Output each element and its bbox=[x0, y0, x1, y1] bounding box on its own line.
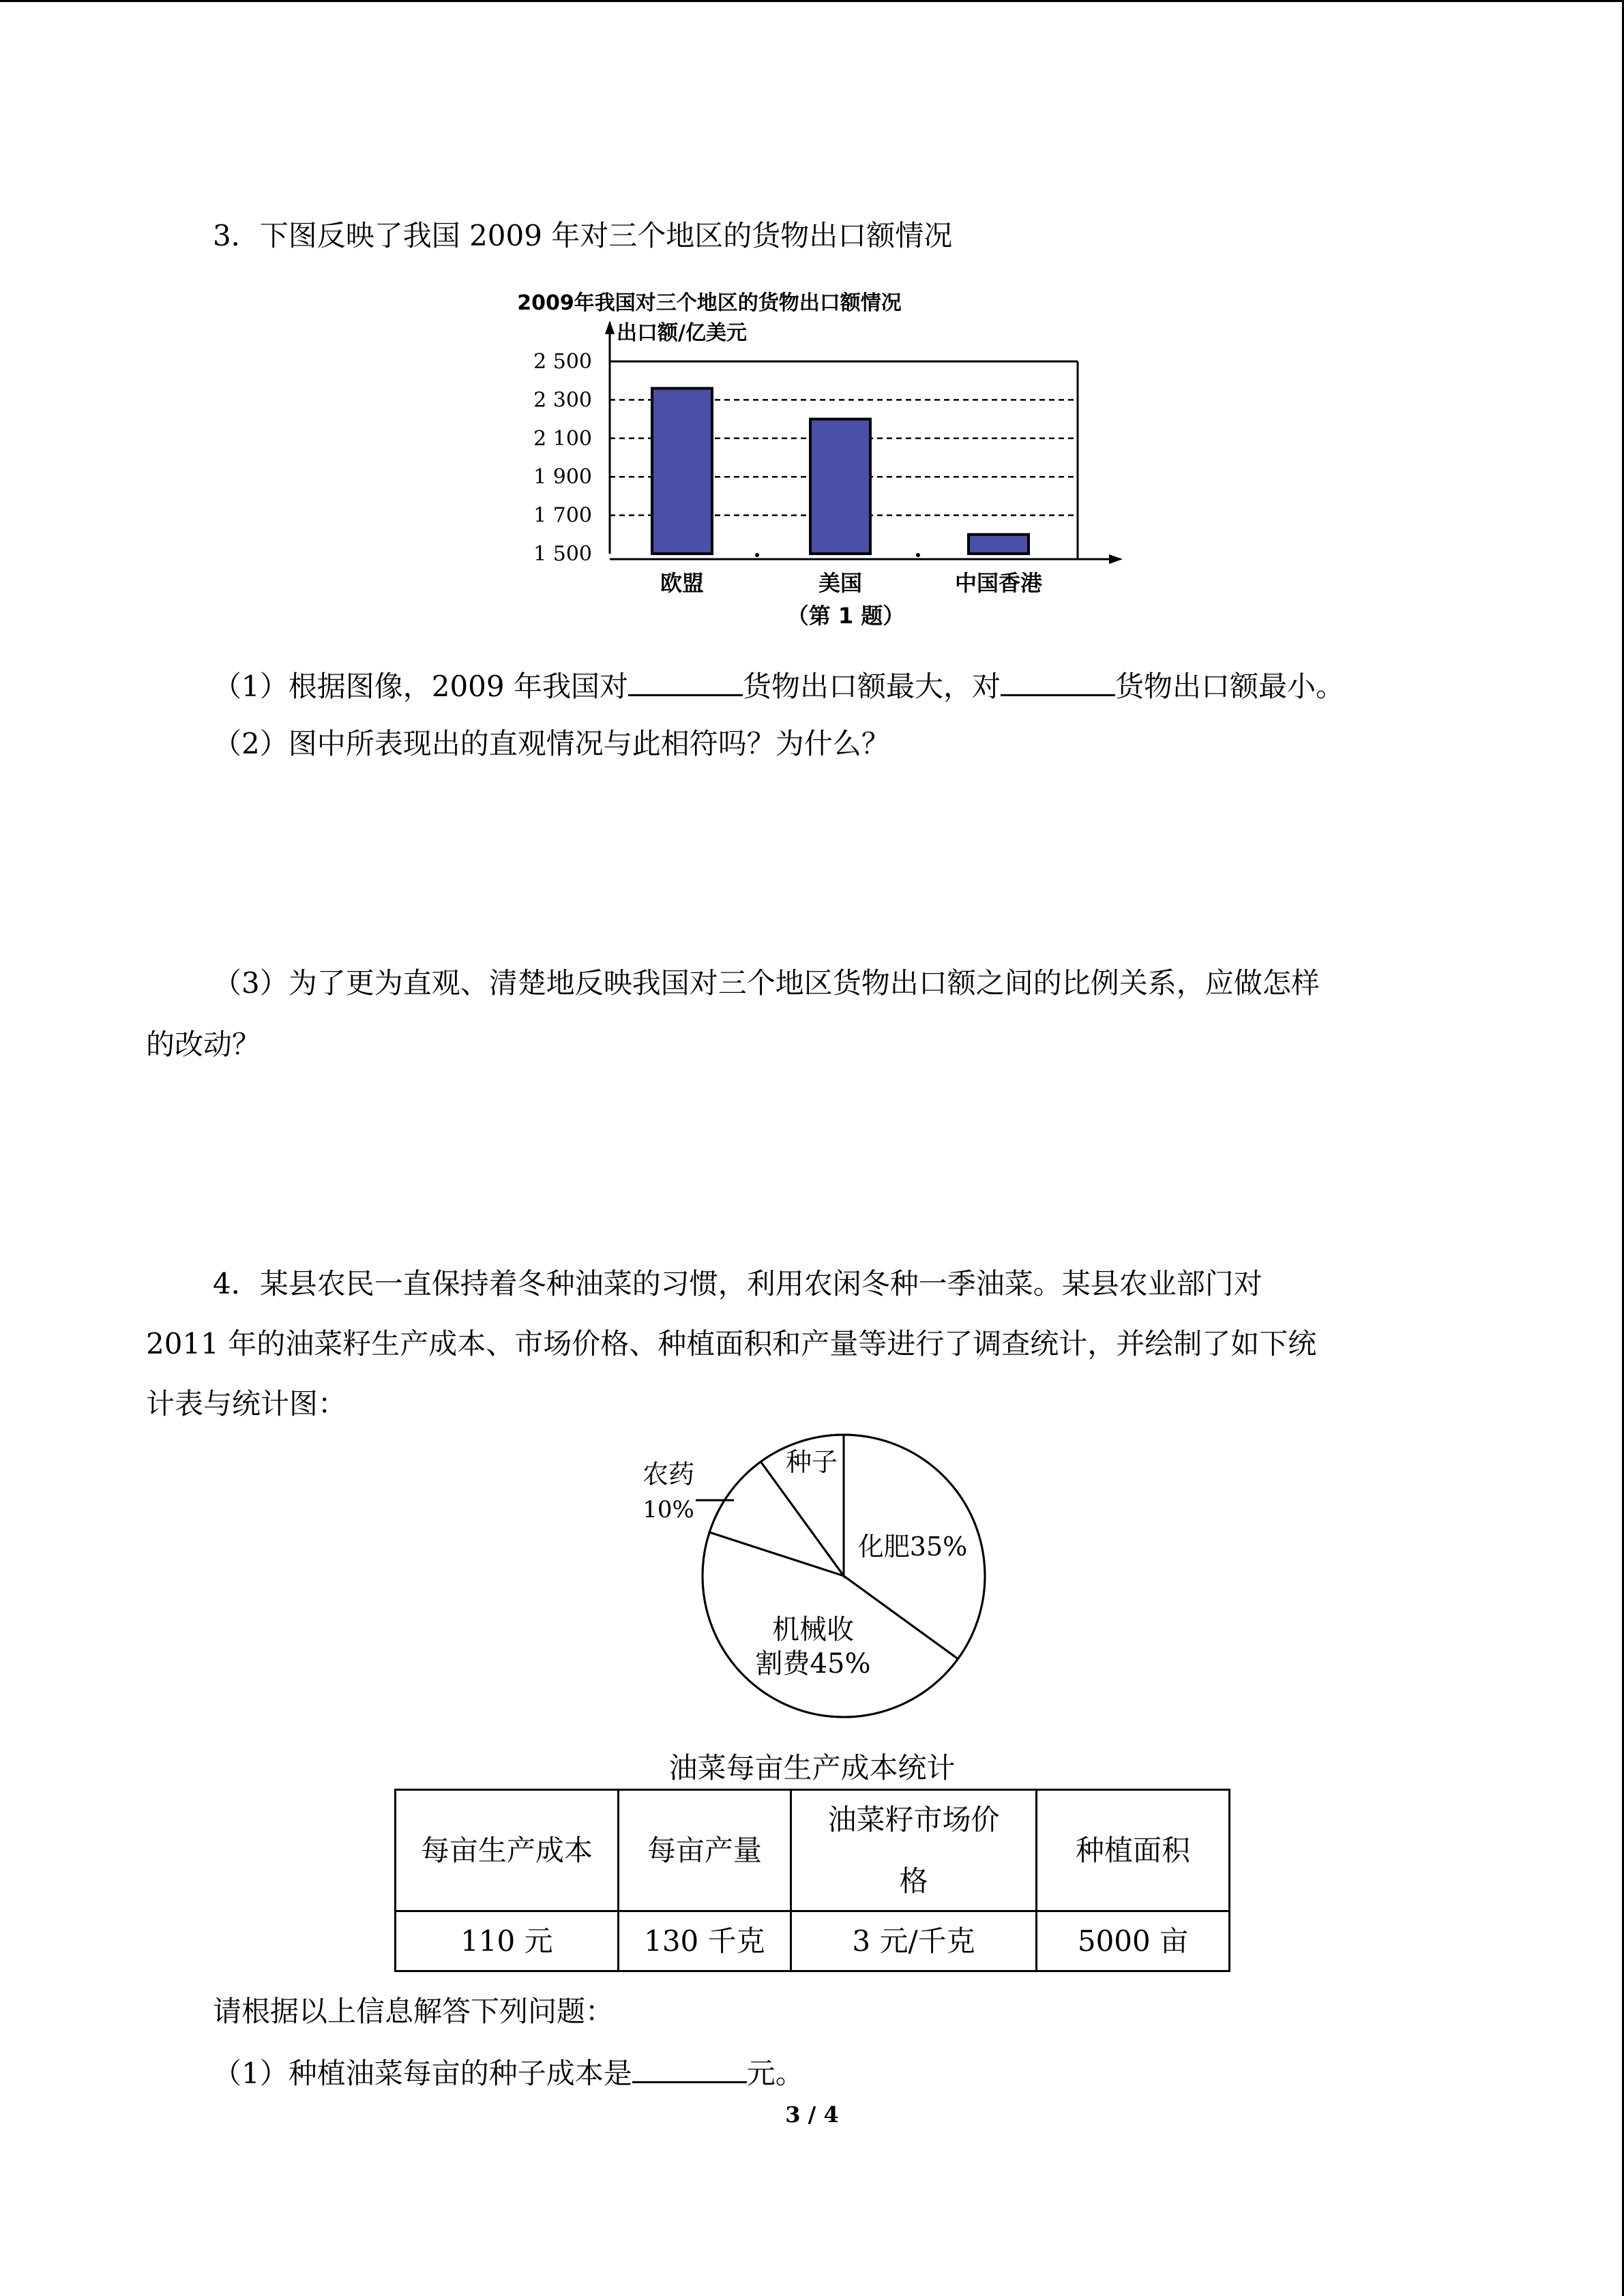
x-axis-arrow bbox=[1109, 554, 1123, 564]
x-category-label: 中国香港 bbox=[954, 570, 1043, 596]
q3-sub1-part-b: 货物出口额最大，对 bbox=[742, 670, 1001, 703]
q3-sub1-part-c: 货物出口额最小。 bbox=[1114, 670, 1344, 703]
y-axis-arrow bbox=[605, 320, 615, 334]
bar-chart-ylabel: 出口额/亿美元 bbox=[617, 321, 747, 345]
bar bbox=[652, 388, 712, 554]
bar-chart bbox=[505, 278, 1132, 640]
answer-blank-smallest[interactable] bbox=[1001, 667, 1115, 696]
header-area: 种植面积 bbox=[1036, 1790, 1229, 1911]
cost-table bbox=[394, 1789, 1230, 1972]
table-caption: 油菜每亩生产成本统计 bbox=[668, 1751, 956, 1785]
header-price-line1: 油菜籽市场价 bbox=[827, 1802, 1000, 1836]
q4-line3: 计表与统计图： bbox=[146, 1387, 347, 1420]
x-category-label: 欧盟 bbox=[660, 570, 705, 596]
cell-yield: 130 千克 bbox=[618, 1911, 791, 1971]
x-axis-dot bbox=[755, 553, 759, 557]
answer-blank-seed-cost[interactable] bbox=[632, 2054, 747, 2083]
answer-blank-largest[interactable] bbox=[628, 667, 743, 696]
q3-sub3-line1: （3）为了更为直观、清楚地反映我国对三个地区货物出口额之间的比例关系，应做怎样 bbox=[213, 966, 1320, 1000]
q4-sub1-part-b: 元。 bbox=[746, 2057, 804, 2090]
bar-chart-title: 2009年我国对三个地区的货物出口额情况 bbox=[517, 291, 902, 315]
bar bbox=[969, 535, 1029, 554]
pie-chart bbox=[614, 1422, 1009, 1742]
y-tick-label: 2 300 bbox=[533, 388, 592, 413]
q4-sub1 bbox=[213, 2054, 804, 2093]
y-tick-label: 1 900 bbox=[533, 465, 592, 490]
slice-label-machine-2: 割费45% bbox=[755, 1648, 871, 1680]
slice-label-fertilizer: 化肥35% bbox=[857, 1532, 968, 1562]
header-price bbox=[791, 1790, 1037, 1911]
slice-label-machine-1: 机械收 bbox=[772, 1614, 854, 1645]
q3-sub1 bbox=[213, 667, 1344, 706]
y-tick-label: 1 500 bbox=[533, 542, 592, 566]
slice-label-pesticide-2: 10% bbox=[643, 1496, 694, 1523]
page-number: 3 / 4 bbox=[785, 2102, 839, 2128]
header-price-line2: 格 bbox=[899, 1864, 928, 1898]
page-frame-top bbox=[0, 0, 1624, 2]
y-tick-label: 2 500 bbox=[533, 350, 592, 374]
y-tick-label: 2 100 bbox=[533, 426, 592, 451]
slice-label-seed: 种子 bbox=[785, 1447, 838, 1477]
x-category-label: 美国 bbox=[818, 570, 863, 596]
q4-sub1-part-a: （1）种植油菜每亩的种子成本是 bbox=[213, 2057, 632, 2090]
cell-price: 3 元/千克 bbox=[791, 1911, 1037, 1971]
q4-line1: 4．某县农民一直保持着冬种油菜的习惯，利用农闲冬种一季油菜。某县农业部门对 bbox=[213, 1267, 1263, 1300]
header-cost: 每亩生产成本 bbox=[396, 1790, 619, 1911]
q3-title: 3．下图反映了我国 2009 年对三个地区的货物出口额情况 bbox=[213, 219, 953, 252]
q3-sub1-part-a: （1）根据图像，2009 年我国对 bbox=[213, 670, 628, 703]
x-axis-dot bbox=[916, 553, 920, 557]
q3-sub3-line2: 的改动？ bbox=[146, 1028, 261, 1061]
bar-chart-caption: （第 1 题） bbox=[786, 603, 905, 629]
header-yield: 每亩产量 bbox=[618, 1790, 791, 1911]
q4-line2: 2011 年的油菜籽生产成本、市场价格、种植面积和产量等进行了调查统计，并绘制了如下统 bbox=[146, 1327, 1317, 1360]
y-tick-label: 1 700 bbox=[533, 503, 592, 528]
cell-cost: 110 元 bbox=[396, 1911, 619, 1971]
bar bbox=[810, 419, 870, 554]
cell-area: 5000 亩 bbox=[1036, 1911, 1229, 1971]
q4-prompt: 请根据以上信息解答下列问题： bbox=[213, 1995, 615, 2028]
q3-sub2: （2）图中所表现出的直观情况与此相符吗？为什么？ bbox=[213, 727, 890, 760]
slice-label-pesticide-1: 农药 bbox=[642, 1459, 695, 1489]
